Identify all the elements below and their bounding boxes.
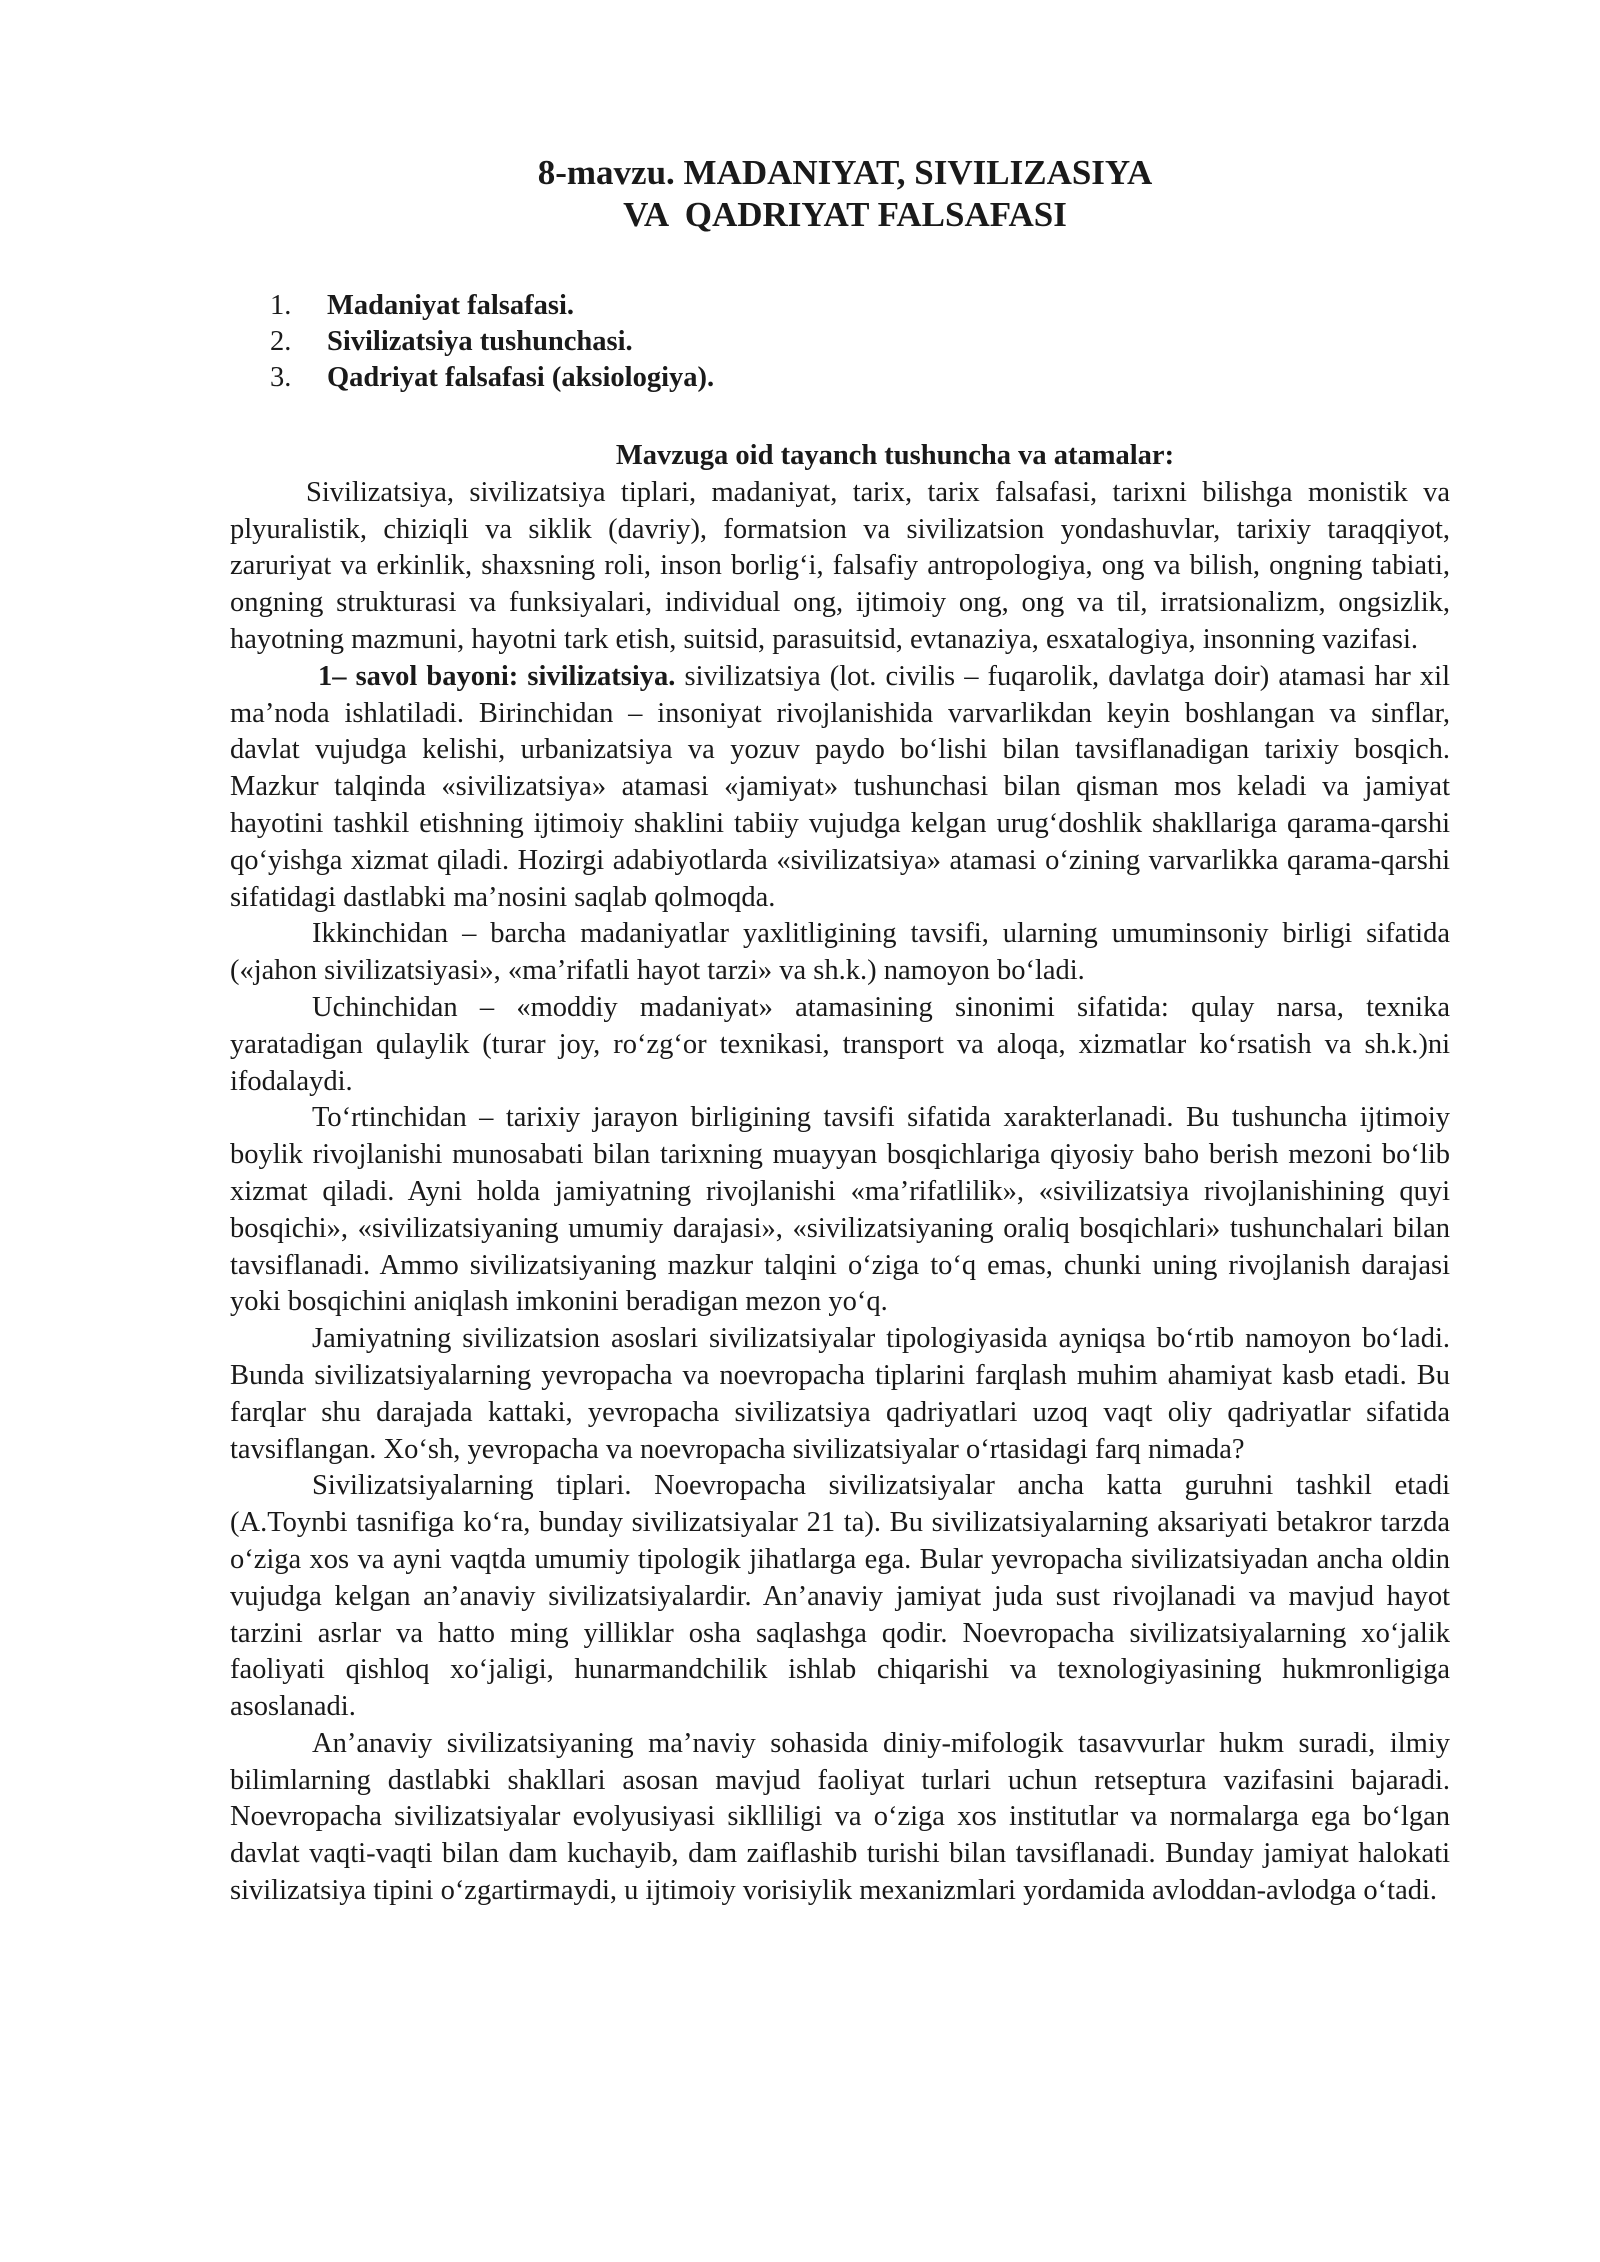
outline-number: 2. bbox=[270, 326, 292, 357]
body-paragraph: An’anaviy sivilizatsiyaning ma’naviy sohasida diniy-mifologik tasavvurlar hukm suradi, ilmiy bilimlarning dastlabki shakllari asosan mavjud faoliyat turlari uchun retseptura vazifasini bajaradi. Noevropacha sivilizatsiyalar evolyusiyasi siklliligi va o‘ziga xos institutlar va normalarga ega bo‘lgan davlat vaqti-vaqti bilan dam kuchayib, dam zaiflashib turishi bilan tavsiflanadi. Bunday jamiyat halokati sivilizatsiya tipini o‘zgartirmaydi, u ijtimoiy vorisiylik mexanizmlari yordamida avloddan-avlodga o‘tadi. bbox=[230, 1727, 1450, 1907]
topic-outline bbox=[270, 288, 714, 396]
body-paragraph: To‘rtinchidan – tarixiy jarayon birligining tavsifi sifatida xarakterlanadi. Bu tushuncha ijtimoiy boylik rivojlanishi munosabati bilan tarixning muayyan bosqichlariga qiyosiy baho berish mezoni bo‘lib xizmat qiladi. Ayni holda jamiyatning rivojlanishi «ma’rifatlilik», «sivilizatsiya rivojlanishining quyi bosqichi», «sivilizatsiyaning umumiy darajasi», «sivilizatsiyaning oraliq bosqichlari» tushunchalari bilan tavsiflanadi. Ammo sivilizatsiyaning mazkur talqini o‘ziga to‘q emas, chunki uning rivojlanish darajasi yoki bosqichini aniqlash imkonini beradigan mezon yo‘q. bbox=[230, 1102, 1450, 1318]
outline-text: Madaniyat falsafasi. bbox=[327, 290, 575, 321]
body-paragraph: Sivilizatsiyalarning tiplari. Noevropacha sivilizatsiyalar ancha katta guruhni tashkil etadi (A.Toynbi tasnifiga ko‘ra, bunday sivilizatsiyalar 21 ta). Bu sivilizatsiyalarning aksariyati betakror tarzda o‘ziga xos va ayni vaqtda umumiy tipologik jihatlarga ega. Bular yevropacha sivilizatsiyadan ancha oldin vujudga kelgan an’anaviy sivilizatsiyalardir. An’anaviy jamiyat juda sust rivojlanadi va mavjud hayot tarzini asrlar va hatto ming yilliklar osha saqlashga qodir. Noevropacha sivilizatsiyalarning xo‘jalik faoliyati qishloq xo‘jaligi, hunarmandchilik ishlab chiqarishi va texnologiyasining hukmronligiga asoslanadi. bbox=[230, 1470, 1450, 1723]
body-paragraph: Uchinchidan – «moddiy madaniyat» atamasining sinonimi sifatida: qulay narsa, texnika yaratadigan qulaylik (turar joy, ro‘zg‘or texnikasi, transport va aloqa, xizmatlar ko‘rsatish va sh.k.)ni ifodalaydi. bbox=[230, 991, 1450, 1097]
outline-number: 1. bbox=[270, 290, 292, 321]
title-line-2: VA QADRIYAT FALSAFASI bbox=[623, 195, 1067, 234]
outline-number: 3. bbox=[270, 362, 292, 393]
keywords-heading: Mavzuga oid tayanch tushuncha va atamalar: bbox=[615, 440, 1175, 471]
section-1-paragraph bbox=[230, 659, 1450, 917]
title-line-1: 8-mavzu. MADANIYAT, SIVILIZASIYA bbox=[537, 153, 1153, 192]
body-paragraph: Ikkinchidan – barcha madaniyatlar yaxlitligining tavsifi, ularning umuminsoniy birligi sifatida («jahon sivilizatsiyasi», «ma’rifatli hayot tarzi» va sh.k.) namoyon bo‘ladi. bbox=[230, 918, 1450, 987]
outline-text: Sivilizatsiya tushunchasi. bbox=[327, 326, 633, 357]
outline-item bbox=[270, 288, 714, 324]
keywords-paragraph: Sivilizatsiya, sivilizatsiya tiplari, madaniyat, tarix, tarix falsafasi, tarixni bilishga monistik va plyuralistik, chiziqli va siklik (davriy), formatsion va sivilizatsion yondashuvlar, tarixiy taraqqiyot, zaruriyat va erkinlik, shaxsning roli, inson borlig‘i, falsafiy antropologiya, ong va bilish, ongning tabiati, ongning strukturasi va funksiyalari, individual ong, ijtimoiy ong, ong va til, irratsionalizm, ongsizlik, hayotning mazmuni, hayotni tark etish, suitsid, parasuitsid, evtanaziya, esxatalogiya, insonning vazifasi. bbox=[230, 476, 1450, 655]
outline-item bbox=[270, 324, 714, 360]
document-title bbox=[0, 152, 1600, 236]
section-1-lead: 1– savol bayoni: sivilizatsiya. bbox=[318, 660, 676, 692]
outline-item bbox=[270, 360, 714, 396]
section-1-text: sivilizatsiya (lot. civilis – fuqarolik, davlatga doir) atamasi har xil ma’noda ishlatiladi. Birinchidan – insoniyat rivojlanishida varvarlikdan keyin boshlangan va sinflar, davlat vujudga kelishi, urbanizatsiya va yozuv paydo bo‘lishi bilan tavsiflanadigan tarixiy bosqich. Mazkur talqinda «sivilizatsiya» atamasi «jamiyat» tushunchasi bilan qisman mos keladi va jamiyat hayotini tashkil etishning ijtimoiy shaklini tabiiy vujudga kelgan urug‘doshlik shakllariga qarama-qarshi qo‘yishga xizmat qiladi. Hozirgi adabiyotlarda «sivilizatsiya» atamasi o‘zining varvarlikka qarama-qarshi sifatidagi dastlabki ma’nosini saqlab qolmoqda. bbox=[230, 660, 1450, 913]
outline-text: Qadriyat falsafasi (aksiologiya). bbox=[327, 362, 715, 393]
body-paragraph: Jamiyatning sivilizatsion asoslari sivilizatsiyalar tipologiyasida ayniqsa bo‘rtib namoyon bo‘ladi. Bunda sivilizatsiyalarning yevropacha va noevropacha tiplarini farqlash muhim ahamiyat kasb etadi. Bu farqlar shu darajada kattaki, yevropacha sivilizatsiya qadriyatlari uzoq vaqt oliy qadriyatlar sifatida tavsiflangan. Xo‘sh, yevropacha va noevropacha sivilizatsiyalar o‘rtasidagi farq nimada? bbox=[230, 1323, 1450, 1465]
document-body bbox=[230, 438, 1450, 1910]
